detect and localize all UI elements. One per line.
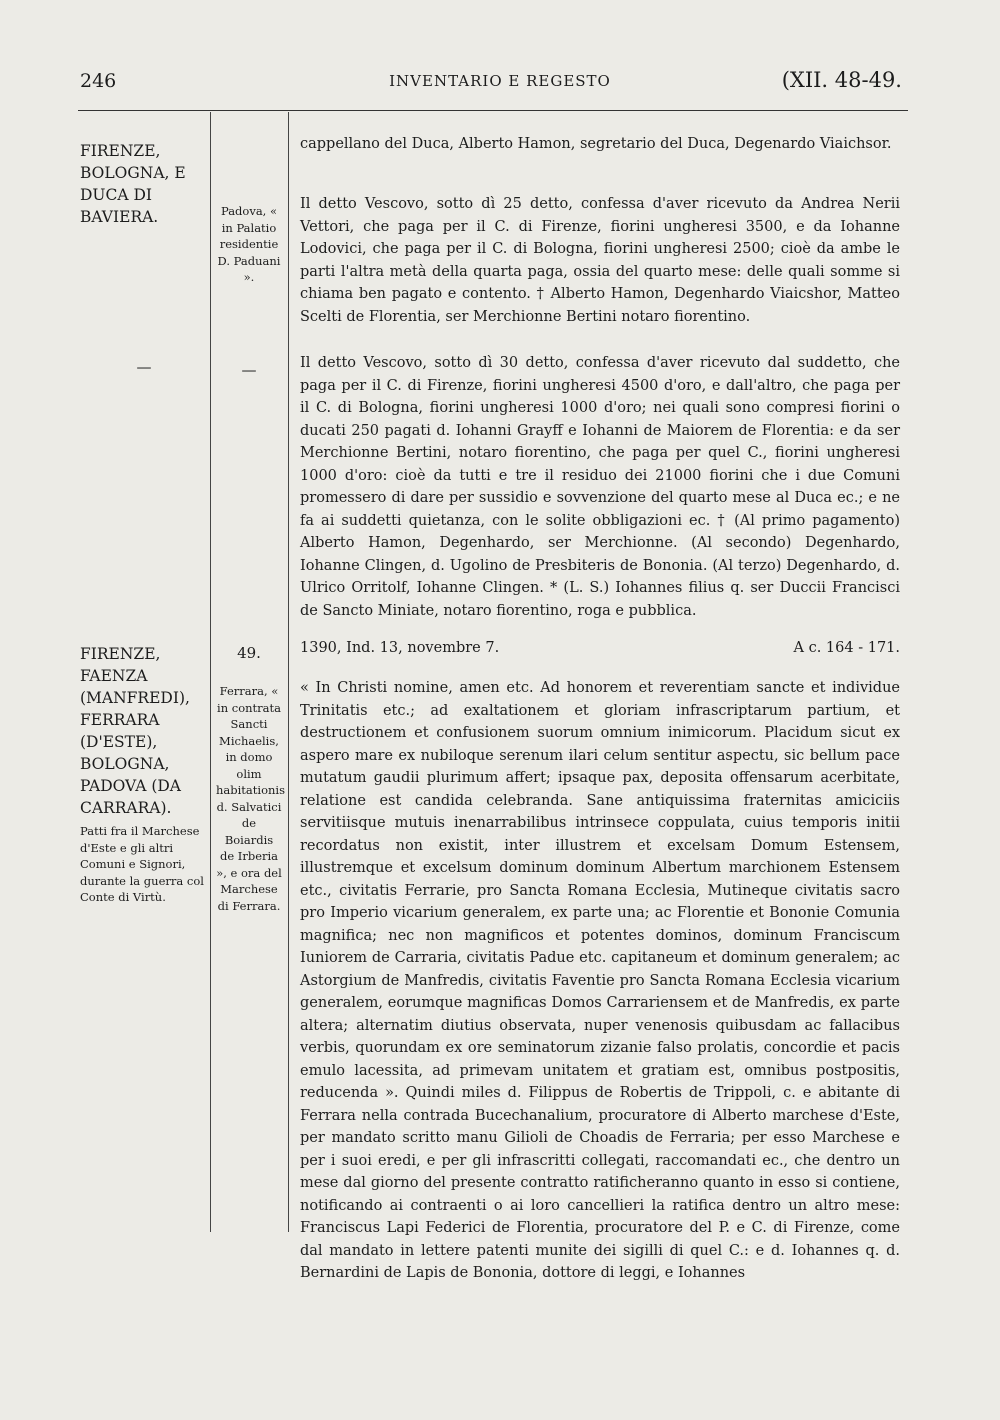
entry2-location-dash: —	[241, 361, 257, 379]
entry3-location: Ferrara, « in contrata Sancti Michaelis, in domo olim habitationis d. Salvatici de Boiardis de Irberia », e ora del Marchese di Ferrara.	[216, 684, 285, 913]
section-reference: (XII. 48-49.	[781, 68, 902, 92]
column-divider-1	[210, 112, 211, 1232]
folio-reference: A c. 164 - 171.	[793, 640, 900, 656]
paragraph-3: Il detto Vescovo, sotto dì 30 detto, confessa d'aver ricevuto dal suddetto, che paga per il C. di Firenze, fiorini ungheresi 4500 d'oro, e dall'altro, che paga per il C. di Bologna, fiorini ungheresi 1000 d'oro; nei quali sono compresi fiorini o ducati 250 pagati d. Iohanni Grayff e Iohanni de Maiorem de Florentia: e da ser Merchionne Bertini, notaro fiorentino, che paga per quel C., fiorini ungheresi 1000 d'oro: cioè da tutti e tre il residuo dei 21000 fiorini che i due Comuni promessero di dare per sussidio e sovvenzione del quarto mese al Duca ec.; e ne fa ai suddetti quietanza, con le solite obbligazioni ec. † (Al primo pagamento) Alberto Hamon, Degenhardo, ser Merchionne. (Al secondo) Degenhardo, Iohanne Clingen, d. Ugolino de Presbiteris de Bononia. (Al terzo) Degenhardo, d. Ulrico Orritolf, Iohanne Clingen. * (L. S.) Iohannes filius q. ser Duccii Francisci de Sancto Miniate, notaro fiorentino, roga e pubblica.	[300, 355, 900, 619]
paragraph-2: Il detto Vescovo, sotto dì 25 detto, confessa d'aver ricevuto da Andrea Nerii Vettori, che paga per il C. di Firenze, fiorini ungheresi 3500, e da Iohanne Lodovici, che paga per il C. di Bologna, fiorini ungheresi 2500; cioè da ambe le parti l'altra metà della quarta paga, ossia del quarto mese: delle quali somme si chiama ben pagato e contento. † Alberto Hamon, Degenhardo Viaicshor, Matteo Scelti de Florentia, ser Merchionne Bertini notaro fiorentino.	[300, 196, 900, 325]
paragraph-4: « In Christi nomine, amen etc. Ad honorem et reverentiam sancte et individue Trinitatis etc.; ad exaltationem et gloriam infrascriptarum partium, et destructionem et confusionem suorum omnium inimicorum. Placidum sicut ex aspero mare ex nubiloque serenum ilari celum sentitur aspectu, sic bellum pace mutatum gaudii plurimum affert; ipsaque pax, deposita offensarum acerbitate, relatione est candida celebranda. Sane antiquissima fraternitas amiciciis servitiisque mutuis inenarrabilibus intrinsece coppulata, cuius temporis initii recordatus non existit, inter illustrem et excelsam Domum Estensem, illustremque et excelsum dominum dominum Albertum marchionem Estensem etc., civitatis Ferrarie, pro Sancta Romana Ecclesia, Mutineque civitatis sacro pro Imperio vicarium generalem, ex parte una; ac Florentie et Bononie Comunia magnifica; nec non magnificos et potentes dominos, dominum Franciscum Iuniorem de Carraria, civitatis Padue etc. capitaneum et dominum generalem; ac Astorgium de Manfredis, civitatis Faventie pro Sancta Romana Ecclesia vicarium generalem, eorumque magnificas Domos Carrariensem et de Manfredis, ex parte altera; alternatim diutius observata, nuper venenosis quibusdam ac fallacibus verbis, quorundam ex ore seminatorum zizanie falso prolatis, concordie et pacis emulo lacessita, ad primevam unitatem et gratiam est, omnibus postpositis, reducenda ». Quindi miles d. Filippus de Robertis de Trippoli, c. e abitante di Ferrara nella contrada Bucechanalium, procuratore di Alberto marchese d'Este, per mandato scritto manu Gilioli de Choadis de Ferraria; per esso Marchese e per i suoi eredi, e per gli infrascritti collegati, raccomandati ec., che dentro un mese dal giorno del presente contratto ratificheranno quanto in esso si contiene, notificando ai contraenti o ai loro cancellieri la ratifica dentro un altro mese: Franciscus Lapi Federici de Florentia, procuratore del P. e C. di Firenze, come dal mandato in lettere patenti munite dei sigilli di quel C.: e d. Iohannes q. d. Bernardini de Lapis de Bononia, dottore di leggi, e Iohannes	[300, 680, 900, 1281]
entry3-number: 49.	[237, 644, 261, 662]
page-header	[0, 70, 1000, 96]
entry2-dash: —	[136, 358, 152, 376]
entry3-place: FIRENZE, FAENZA (MANFREDI), FERRARA (D'ESTE), BOLOGNA, PADOVA (DA CARRARA).	[80, 645, 190, 817]
date-text: 1390, Ind. 13, novembre 7.	[300, 640, 500, 656]
entry1-place: FIRENZE, BOLOGNA, E DUCA DI BAVIERA.	[80, 142, 186, 226]
entry3-note: Patti fra il Marchese d'Este e gli altri Comuni e Signori, durante la guerra col Conte di Virtù.	[80, 824, 204, 904]
page-number: 246	[80, 70, 117, 92]
paragraph-1: cappellano del Duca, Alberto Hamon, segretario del Duca, Degenardo Viaichsor.	[300, 136, 892, 152]
date-line	[300, 637, 900, 660]
entry3-block	[80, 643, 208, 906]
column-divider-2	[288, 112, 289, 1232]
entry1-location: Padova, « in Palatio residentie D. Paduani ».	[217, 204, 281, 284]
running-title: INVENTARIO E REGESTO	[389, 72, 611, 90]
header-rule	[78, 110, 908, 111]
